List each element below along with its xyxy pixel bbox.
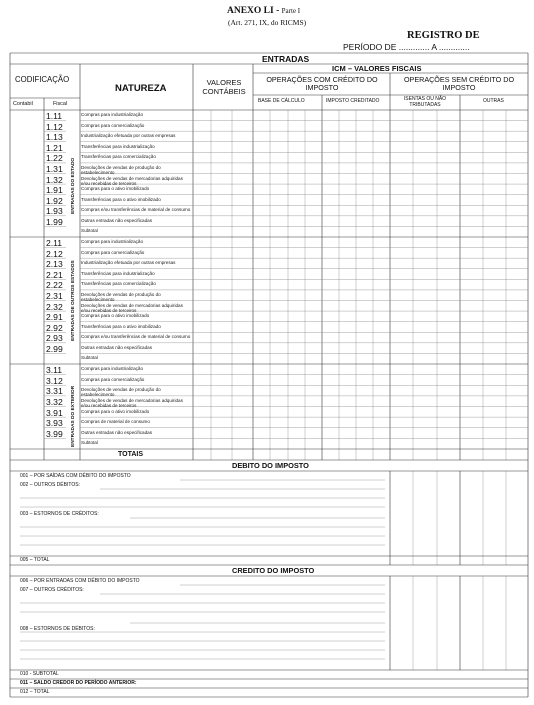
natureza-label: Devoluções de vendas de produção do estabelecimento (81, 291, 161, 302)
group-label: ENTRADAS DE OUTROS ESTADOS (71, 259, 76, 341)
table-row (46, 152, 192, 163)
natureza-label: Devoluções de vendas de mercadorias adquiridas e/ou recebidas de terceiros (81, 175, 183, 186)
fiscal-code: 1.32 (46, 174, 63, 185)
natureza-label: Subtotal (81, 440, 98, 446)
table-row (46, 226, 192, 237)
debito-line-001: 001 – POR SAÍDAS COM DÉBITO DO IMPOSTO (20, 473, 131, 479)
register-title: REGISTRO DE (407, 30, 480, 41)
fiscal-code: 1.93 (46, 206, 63, 217)
table-row (46, 142, 192, 153)
natureza-label: Compras para o ativo imobilizado (81, 186, 150, 192)
natureza-label: Devoluções de vendas de produção do estabelecimento (81, 164, 161, 175)
valores-contabeis-header: VALORES CONTÁBEIS (202, 78, 246, 96)
fiscal-code: 1.22 (46, 153, 63, 164)
natureza-label: Transferências para industrialização (81, 270, 155, 276)
table-row (46, 438, 192, 449)
table-row (46, 428, 192, 439)
debito-line-005: 005 – TOTAL (20, 557, 50, 563)
table-row (46, 301, 192, 312)
credito-line-011: 011 – SALDO CREDOR DO PERÍODO ANTERIOR: (20, 680, 137, 686)
credito-line-012: 012 – TOTAL (20, 689, 50, 695)
fiscal-code: 3.12 (46, 375, 63, 386)
table-row (46, 269, 192, 280)
contabil-header: Contabil (13, 101, 33, 107)
fiscal-header: Fiscal (53, 101, 68, 107)
table-row (46, 258, 192, 269)
fiscal-code: 3.11 (46, 365, 63, 375)
table-row (46, 248, 192, 259)
fiscal-code: 2.32 (46, 301, 63, 312)
fiscal-code: 1.12 (46, 121, 63, 132)
table-row (46, 332, 192, 343)
fiscal-code: 2.91 (46, 312, 63, 323)
codificacao-header: CODIFICAÇÃO (15, 75, 70, 84)
table-row (46, 131, 192, 142)
natureza-header: NATUREZA (115, 83, 167, 94)
natureza-label: Compras e/ou transferências de material de consumo (81, 334, 191, 340)
fiscal-code: 3.32 (46, 396, 63, 407)
fiscal-code: 3.91 (46, 407, 63, 418)
outras-header: OUTRAS (483, 98, 504, 104)
table-row (46, 216, 192, 227)
fiscal-code: 1.31 (46, 163, 63, 174)
fiscal-code: 1.99 (46, 216, 63, 227)
table-row (46, 311, 192, 322)
table-row (46, 205, 192, 216)
article-reference: (Art. 271, IX, do RICMS) (228, 18, 307, 27)
table-row (46, 184, 192, 195)
credito-line-007: 007 – OUTROS CRÉDITOS: (20, 587, 84, 593)
credito-line-008: 008 – ESTORNOS DE DÉBITOS: (20, 626, 95, 632)
table-row (46, 353, 192, 364)
natureza-label: Compras para industrialização (81, 239, 144, 244)
natureza-label: Outras entradas não especificadas (81, 344, 152, 350)
table-row (46, 322, 192, 333)
totais-label: TOTAIS (118, 451, 144, 458)
natureza-label: Compras para industrialização (81, 112, 144, 117)
debito-title: DEBITO DO IMPOSTO (232, 461, 309, 470)
credito-line-006: 006 – POR ENTRADAS COM DÉBITO DO IMPOSTO (20, 578, 140, 584)
table-row (46, 290, 192, 301)
period-line: PERÍODO DE ............. A ............. (343, 42, 470, 52)
natureza-label: Compras para comercialização (81, 122, 145, 128)
natureza-label: Outras entradas não especificadas (81, 217, 152, 223)
ops-sem-credito-header: OPERAÇÕES SEM CRÉDITO DO IMPOSTO (403, 75, 515, 92)
natureza-label: Outras entradas não especificadas (81, 429, 152, 435)
credito-line-010: 010 - SUBTOTAL (20, 671, 59, 677)
fiscal-code: 2.12 (46, 248, 63, 259)
natureza-label: Compras para comercialização (81, 376, 145, 382)
fiscal-code: 1.11 (46, 111, 63, 121)
table-row (46, 407, 192, 418)
fiscal-code: 2.92 (46, 322, 63, 333)
table-row (46, 375, 192, 386)
credito-title: CREDITO DO IMPOSTO (232, 566, 315, 575)
group-label: ENTRADAS DO EXTERIOR (71, 385, 76, 447)
table-row (46, 385, 192, 396)
fiscal-code: 3.93 (46, 418, 63, 429)
natureza-label: Subtotal (81, 355, 98, 361)
fiscal-code: 2.31 (46, 290, 63, 301)
natureza-label: Transferências para industrialização (81, 143, 155, 149)
table-row (46, 343, 192, 354)
natureza-label: Compras para industrialização (81, 366, 144, 371)
table-row (46, 195, 192, 206)
natureza-label: Transferências para o ativo imobilizado (81, 323, 161, 329)
debito-line-002: 002 – OUTROS DÉBITOS: (20, 482, 80, 488)
natureza-label: Compras e/ou transferências de material de consumo (81, 207, 191, 213)
natureza-label: Transferências para comercialização (81, 281, 156, 287)
fiscal-code: 2.11 (46, 238, 63, 248)
fiscal-code: 1.21 (46, 142, 63, 153)
table-row (46, 417, 192, 428)
natureza-label: Compras para o ativo imobilizado (81, 313, 150, 319)
table-row (46, 174, 192, 185)
fiscal-code: 2.99 (46, 343, 63, 354)
fiscal-code: 1.92 (46, 195, 63, 206)
table-row (46, 110, 192, 121)
table-row (46, 279, 192, 290)
debito-line-003: 003 – ESTORNOS DE CRÉDITOS: (20, 511, 99, 517)
natureza-label: Subtotal (81, 228, 98, 234)
fiscal-code: 2.93 (46, 333, 63, 344)
fiscal-code: 2.13 (46, 259, 63, 270)
table-row (46, 163, 192, 174)
table-row (46, 237, 192, 248)
annex-part-text: Parte I (281, 7, 301, 15)
natureza-label: Industrialização efetuada por outras empresas (81, 260, 176, 266)
natureza-label: Compras para comercialização (81, 249, 145, 255)
fiscal-code: 3.99 (46, 428, 63, 439)
natureza-label: Devoluções de vendas de mercadorias adquiridas e/ou recebidas de terceiros (81, 302, 183, 313)
icm-title: ICM – VALORES FISCAIS (332, 64, 422, 73)
ops-com-credito-header: OPERAÇÕES COM CRÉDITO DO IMPOSTO (266, 75, 378, 92)
natureza-label: Transferências para comercialização (81, 154, 156, 160)
fiscal-code: 2.21 (46, 269, 63, 280)
natureza-label: Compras de material de consumo (81, 419, 150, 425)
base-calculo-header: BASE DE CÁLCULO (258, 98, 305, 104)
group-label: ENTRADAS DO ESTADO (71, 157, 76, 214)
natureza-label: Transferências para o ativo imobilizado (81, 196, 161, 202)
fiscal-code: 1.13 (46, 132, 63, 143)
natureza-label: Industrialização efetuada por outras empresas (81, 133, 176, 139)
natureza-label: Devoluções de vendas de produção do estabelecimento (81, 387, 161, 398)
table-row (46, 121, 192, 132)
fiscal-code: 1.91 (46, 185, 63, 196)
annex-title-text: ANEXO LI - (227, 6, 280, 16)
imposto-creditado-header: IMPOSTO CREDITADO (326, 98, 380, 104)
natureza-label: Compras para o ativo imobilizado (81, 408, 150, 414)
natureza-label: Devoluções de vendas de mercadorias adquiridas e/ou recebidas de terceiros (81, 397, 183, 408)
fiscal-code: 3.31 (46, 386, 63, 397)
table-row (46, 396, 192, 407)
entradas-title: ENTRADAS (262, 54, 310, 64)
table-row (46, 364, 192, 375)
isentas-header: ISENTAS OU NÃO TRIBUTADAS (403, 96, 447, 108)
fiscal-code: 2.22 (46, 280, 63, 291)
